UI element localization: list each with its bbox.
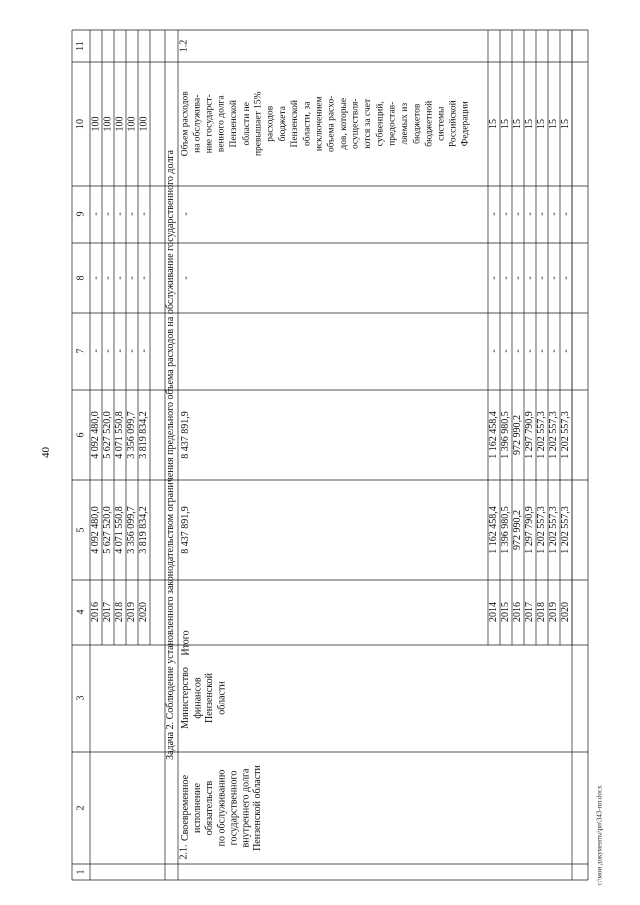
year-cell: 2019 [548, 602, 559, 622]
amount-cell: 972 990,2 [512, 510, 523, 550]
amount-cell: 1 202 557,3 [559, 411, 571, 459]
dash-cell: - [488, 276, 500, 280]
dash-cell: - [500, 276, 512, 280]
indicator-line: венного долга [216, 95, 227, 153]
year-cell: 2017 [102, 602, 113, 622]
amount-cell: 1 162 458,4 [487, 506, 499, 554]
column-number: 7 [75, 348, 86, 354]
amount-cell: 1 396 980,5 [499, 506, 511, 554]
indicator-line: Объем расходов [180, 91, 191, 157]
dash-cell: - [138, 212, 150, 216]
indicator-line: области, за [302, 101, 313, 146]
dash-cell: - [488, 212, 500, 216]
page-number-text: 40 [39, 446, 52, 458]
year-cell: 2020 [560, 602, 571, 622]
indicator-line: бюджета [278, 106, 289, 142]
item-name-line: Своевременное [180, 774, 192, 842]
indicator-line: Федерации [460, 101, 471, 147]
dash-cell: - [90, 212, 102, 216]
total-label: Итого [180, 629, 192, 656]
column-number: 2 [75, 805, 86, 811]
item-ref: 1.2 [177, 39, 189, 53]
dash-cell: - [536, 276, 548, 280]
dash-cell: - [102, 349, 114, 353]
dash-cell: - [548, 276, 560, 280]
percent-cell: 15 [536, 119, 547, 129]
column-number: 1 [75, 869, 86, 875]
indicator-line: бюджетов [412, 103, 423, 144]
year-cell: 2018 [114, 602, 125, 622]
dash-cell: - [512, 212, 524, 216]
item-name-line: обязательств [204, 780, 216, 836]
dash-cell: - [524, 349, 536, 353]
executor-line: финансов [192, 677, 204, 719]
amount-cell: 3 356 099,7 [125, 411, 137, 459]
column-number: 9 [75, 211, 86, 217]
indicator-line: системы [436, 106, 447, 141]
amount-cell: 1 202 557,3 [535, 411, 547, 459]
amount-cell: 3 819 834,2 [137, 506, 149, 554]
footer-path: c:\мои документы\рп\343-пп.docx [595, 784, 604, 886]
dash-cell: - [126, 349, 138, 353]
indicator-line: дов, которые [338, 97, 349, 150]
percent-cell: 100 [126, 116, 137, 132]
indicator-line: расходов [265, 105, 276, 142]
amount-cell: 1 297 790,9 [523, 506, 535, 554]
amount-cell: 4 071 550,8 [113, 411, 125, 459]
total-amount: 8 437 891,9 [179, 411, 191, 459]
indicator-line: предостав- [387, 101, 398, 146]
column-number: 6 [75, 432, 86, 438]
percent-cell: 100 [114, 116, 125, 132]
percent-cell: 15 [548, 119, 559, 129]
amount-cell: 1 162 458,4 [487, 411, 499, 459]
amount-cell: 4 092 480,0 [89, 411, 101, 459]
year-cell: 2017 [524, 602, 535, 622]
dash-cell: - [560, 212, 572, 216]
item-number: 2.1. [178, 844, 189, 860]
amount-cell: 3 356 099,7 [125, 506, 137, 554]
item-name-line: исполнение [191, 783, 203, 833]
amount-cell: 4 071 550,8 [113, 506, 125, 554]
executor-line: Пензенской [203, 673, 215, 723]
column-number: 10 [75, 119, 86, 129]
indicator-line: ние государст- [204, 94, 215, 154]
year-cell: 2015 [500, 602, 511, 622]
percent-cell: 100 [138, 116, 149, 132]
dash-cell: - [102, 212, 114, 216]
indicator-line: исключением [314, 96, 325, 152]
amount-cell: 5 627 520,0 [101, 506, 113, 554]
percent-cell: 15 [560, 119, 571, 129]
dash-cell: - [536, 349, 548, 353]
item-name-line: по обслуживанию [215, 769, 227, 847]
dash-cell: - [560, 349, 572, 353]
indicator-line: бюджетной [424, 100, 435, 147]
amount-cell: 1 297 790,9 [523, 411, 535, 459]
dash-cell: - [548, 212, 560, 216]
indicator-line: Российской [448, 100, 459, 148]
dash-cell: - [114, 212, 126, 216]
percent-cell: 15 [512, 119, 523, 129]
indicator-line: субвенций, [375, 101, 386, 147]
dash-cell: - [500, 212, 512, 216]
percent-cell: 15 [500, 119, 511, 129]
item-name-line: внутреннего долга [239, 768, 251, 848]
indicator-line: на обслужива- [192, 94, 203, 153]
indicator-line: Пензенской [290, 100, 301, 148]
amount-cell: 1 202 557,3 [535, 506, 547, 554]
executor-line: области [216, 681, 228, 715]
indicator-line: Пензенской [229, 100, 240, 148]
dash-cell: - [180, 276, 192, 280]
percent-cell: 15 [524, 119, 535, 129]
indicator-line: объема расхо- [326, 95, 337, 152]
dash-cell: - [138, 276, 150, 280]
indicator-line: ются за счет [363, 98, 374, 149]
year-cell: 2019 [126, 602, 137, 622]
dash-cell: - [500, 349, 512, 353]
total-amount: 8 437 891,9 [179, 506, 191, 554]
dash-cell: - [114, 349, 126, 353]
column-number: 3 [75, 695, 86, 701]
dash-cell: - [560, 276, 572, 280]
column-number: 5 [75, 527, 86, 533]
dash-cell: - [536, 212, 548, 216]
indicator-line: осуществля- [350, 98, 361, 150]
dash-cell: - [90, 349, 102, 353]
item-name-line: государственного [227, 770, 239, 846]
year-cell: 2016 [90, 602, 101, 622]
dash-cell: - [102, 276, 114, 280]
dash-cell: - [114, 276, 126, 280]
amount-cell: 3 819 834,2 [137, 411, 149, 459]
dash-cell: - [548, 349, 560, 353]
year-cell: 2016 [512, 602, 523, 622]
year-cell: 2018 [536, 602, 547, 622]
dash-cell: - [524, 276, 536, 280]
executor-line: Министерство [179, 667, 191, 729]
amount-cell: 972 990,2 [512, 415, 523, 455]
amount-cell: 1 202 557,3 [547, 411, 559, 459]
dash-cell: - [126, 276, 138, 280]
indicator-line: превышает 15% [253, 91, 264, 157]
percent-cell: 100 [90, 116, 101, 132]
task-title: Задача 2. Соблюдение установленного законодательством ограничения предельного объема расходов на обслуживание государственного долга [164, 150, 176, 760]
amount-cell: 4 092 480,0 [89, 506, 101, 554]
amount-cell: 5 627 520,0 [101, 411, 113, 459]
dash-cell: - [524, 212, 536, 216]
percent-cell: 100 [102, 116, 113, 132]
dash-cell: - [512, 276, 524, 280]
indicator-line: области не [241, 102, 252, 146]
column-number: 8 [75, 275, 86, 281]
column-number: 11 [74, 41, 86, 51]
dash-cell: - [126, 212, 138, 216]
dash-cell: - [180, 212, 192, 216]
item-name-line: Пензенской области [251, 765, 263, 851]
amount-cell: 1 202 557,3 [547, 506, 559, 554]
indicator-line: ляемых из [399, 102, 410, 145]
dash-cell: - [138, 349, 150, 353]
amount-cell: 1 396 980,5 [499, 411, 511, 459]
column-number: 4 [75, 609, 86, 615]
year-cell: 2014 [488, 602, 499, 622]
dash-cell: - [488, 349, 500, 353]
dash-cell: - [90, 276, 102, 280]
dash-cell: - [512, 349, 524, 353]
amount-cell: 1 202 557,3 [559, 506, 571, 554]
percent-cell: 15 [488, 119, 499, 129]
year-cell: 2020 [138, 602, 149, 622]
